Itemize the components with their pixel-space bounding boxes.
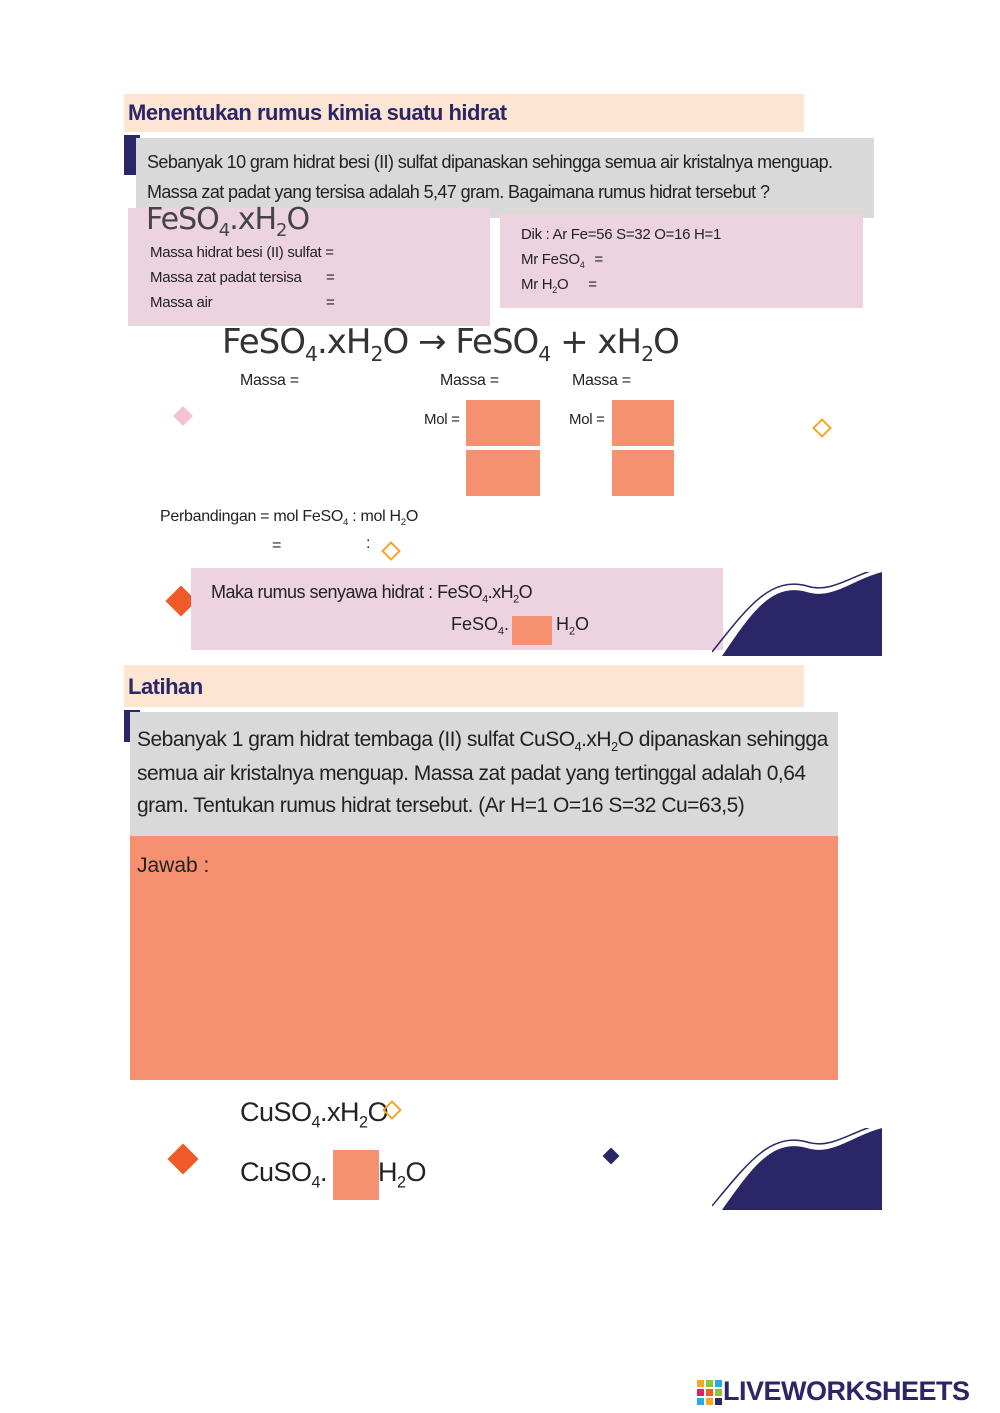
mol-h2o-denominator-input[interactable] [612,450,674,496]
perbandingan-text: Perbandingan = mol FeSO$_4$ : mol $H_2O$ [160,508,418,529]
logo-grid-icon [697,1380,723,1406]
mr-h2o: Mr $H_2O$ = [521,276,597,295]
cuso4-formula-2-left: CuSO$_4$. [240,1157,328,1192]
answer-area[interactable] [130,836,838,1080]
hydrate-formula: $FeSO_4.xH_2O$ [146,202,310,241]
pink-diamond-icon [173,406,193,426]
cuso4-formula-2-right: $H_2O$ [378,1157,427,1192]
perbandingan-equals: = [272,537,282,554]
section-1 [0,0,1000,660]
known-values-box [128,202,490,326]
label-massa-air: Massa air [150,294,213,311]
eq-massa-air: = [326,294,335,311]
latihan-problem-box [130,712,838,836]
wave-decoration-icon [712,1128,882,1212]
conclusion-line-2-left: FeSO$_4$. [451,614,510,638]
label-massa-padat: Massa zat padat tersisa [150,269,302,286]
latihan-line-3: gram. Tentukan rumus hidrat tersebut. (Ar H=1 O=16 S=32 Cu=63,5) [137,794,745,817]
section-title: Menentukan rumus kimia suatu hidrat [124,94,804,132]
jawab-label: Jawab : [137,854,210,877]
navy-diamond-icon [603,1148,620,1165]
massa-label-1: Massa = [240,372,299,389]
conclusion-line-2-right: $H_2O$ [556,614,590,638]
latihan-line-1: Sebanyak 1 gram hidrat tembaga (II) sulfat $CuSO_4.xH_2O$ dipanaskan sehingga [137,728,828,755]
conclusion-line-1: Maka rumus senyawa hidrat : $FeSO_4.xH_2O$ [211,582,533,606]
cuso4-coefficient-input[interactable] [333,1150,379,1200]
hydrate-coefficient-input[interactable] [512,616,552,645]
cuso4-formula-1: $CuSO_4.xH_2O$ [240,1097,389,1132]
latihan-title: Latihan [124,665,804,707]
orange-diamond-icon [167,1143,198,1174]
reaction-equation: $FeSO_4.xH_2O$ → FeSO$_4$ + $xH_2O$ [222,322,679,366]
perbandingan-colon: : [366,535,371,552]
latihan-line-2: semua air kristalnya menguap. Massa zat padat yang tertinggal adalah 0,64 [137,762,806,785]
problem-line-1: Sebanyak 10 gram hidrat besi (II) sulfat dipanaskan sehingga semua air kristalnya menguap. [147,152,833,172]
dik-line: Dik : Ar Fe=56 S=32 O=16 H=1 [521,226,722,243]
problem-line-2: Massa zat padat yang tersisa adalah 5,47 gram. Bagaimana rumus hidrat tersebut ? [147,182,770,202]
mol-label-2: Mol = [569,411,605,428]
mr-feso4: Mr FeSO$_4$ = [521,251,603,270]
given-box [500,214,863,308]
wave-decoration-icon [712,572,882,658]
massa-label-2: Massa = [440,372,499,389]
mol-feso4-denominator-input[interactable] [466,450,540,496]
yellow-diamond-outline-icon [812,418,832,438]
yellow-diamond-outline-icon [381,541,401,561]
logo-text: LIVEWORKSHEETS [723,1376,970,1406]
conclusion-box [191,568,723,650]
eq-massa-padat: = [326,269,335,286]
mol-label-1: Mol = [424,411,460,428]
mol-h2o-numerator-input[interactable] [612,400,674,446]
mol-feso4-numerator-input[interactable] [466,400,540,446]
label-massa-hidrat: Massa hidrat besi (II) sulfat = [150,244,334,261]
massa-label-3: Massa = [572,372,631,389]
